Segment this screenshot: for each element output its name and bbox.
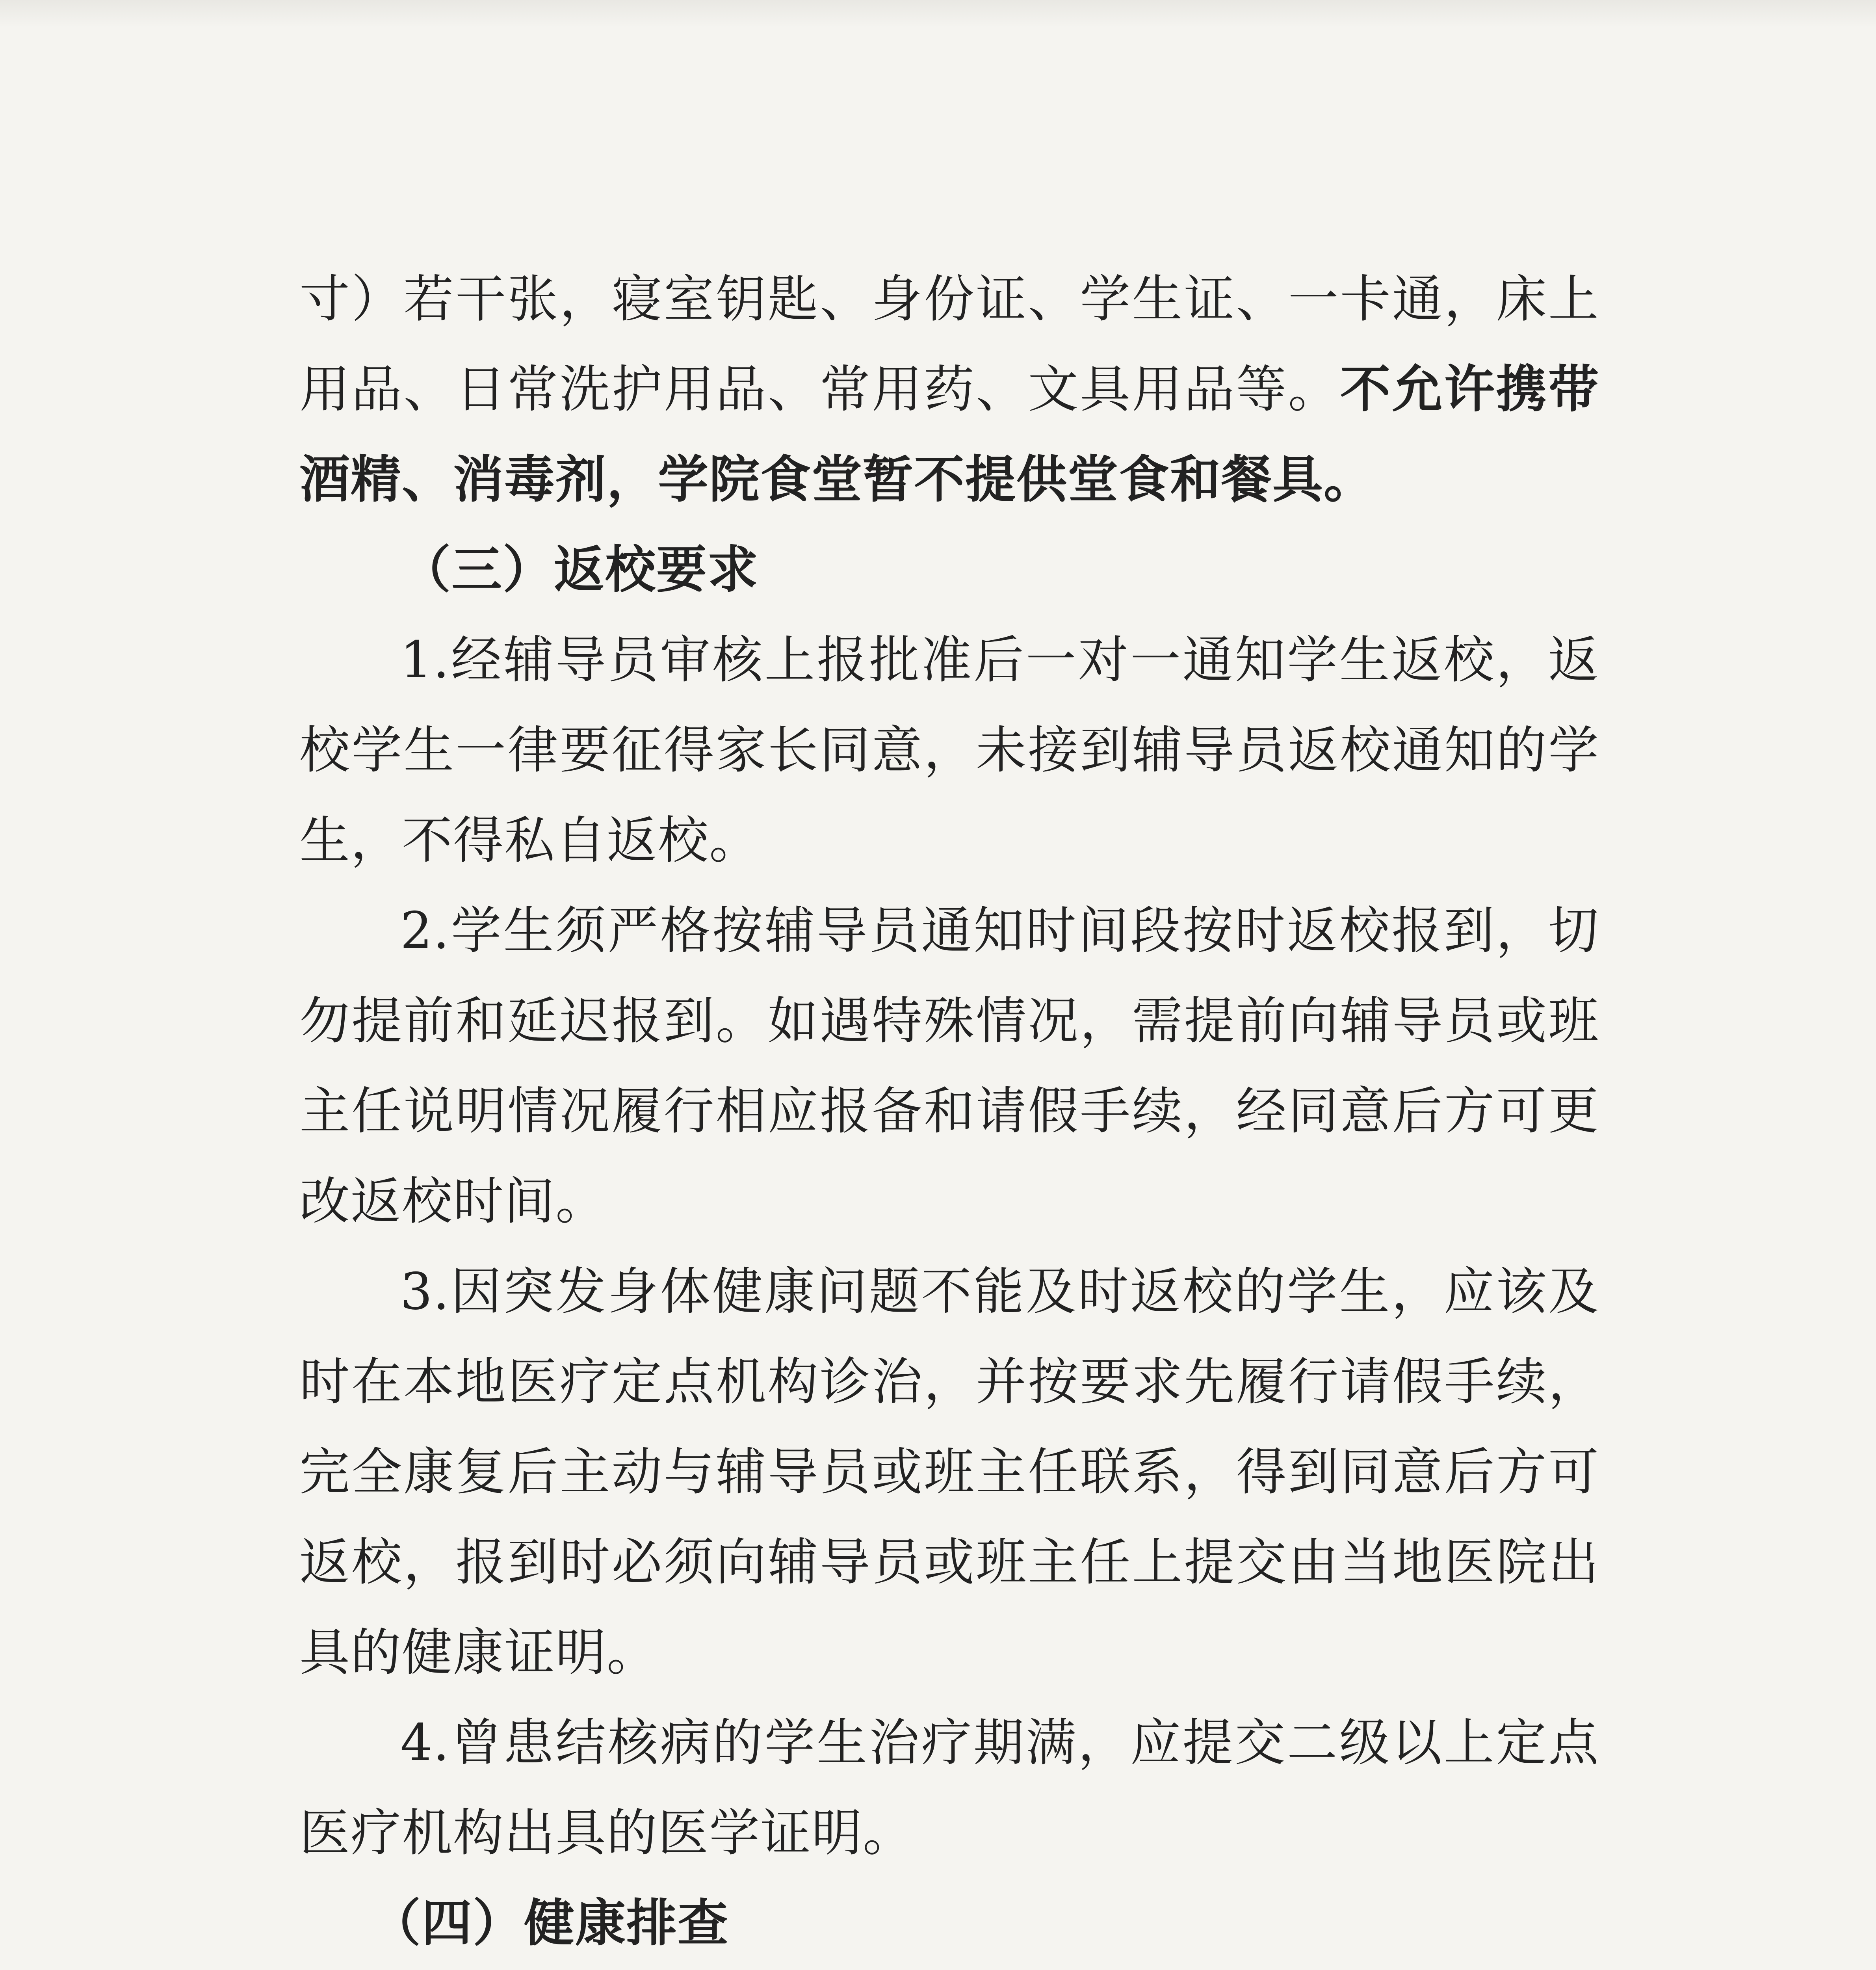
paragraph-bold-warning: 不允许携带酒精、消毒剂，学院食堂暂不提供堂食和餐具。 bbox=[299, 360, 1599, 509]
section-3-item-1: 1.经辅导员审核上报批准后一对一通知学生返校，返校学生一律要征得家长同意，未接到辅导员返校通知的学生，不得私自返校。 bbox=[299, 631, 1599, 870]
paragraph-normal-text: 寸）若干张，寝室钥匙、身份证、学生证、一卡通，床上用品、日常洗护用品、常用药、文具用品等。 bbox=[299, 270, 1599, 419]
section-3-heading: （三）返校要求 bbox=[400, 540, 759, 599]
section-3-item-4: 4.曾患结核病的学生治疗期满，应提交二级以上定点医疗机构出具的医学证明。 bbox=[299, 1714, 1599, 1862]
document-body bbox=[299, 254, 1599, 1970]
section-3-item-2: 2.学生须严格按辅导员通知时间段按时返校报到，切勿提前和延迟报到。如遇特殊情况，需提前向辅导员或班主任说明情况履行相应报备和请假手续，经同意后方可更改返校时间。 bbox=[299, 901, 1599, 1231]
section-3-item-3: 3.因突发身体健康问题不能及时返校的学生，应该及时在本地医疗定点机构诊治，并按要求先履行请假手续，完全康复后主动与辅导员或班主任联系，得到同意后方可返校，报到时必须向辅导员或班主任上提交由当地医院出具的健康证明。 bbox=[299, 1262, 1599, 1682]
section-4-heading: （四）健康排查 bbox=[370, 1894, 729, 1953]
section-4-item-1 bbox=[299, 1968, 1599, 1970]
paragraph-items-list bbox=[299, 254, 1599, 525]
scan-top-edge bbox=[0, 0, 1876, 28]
